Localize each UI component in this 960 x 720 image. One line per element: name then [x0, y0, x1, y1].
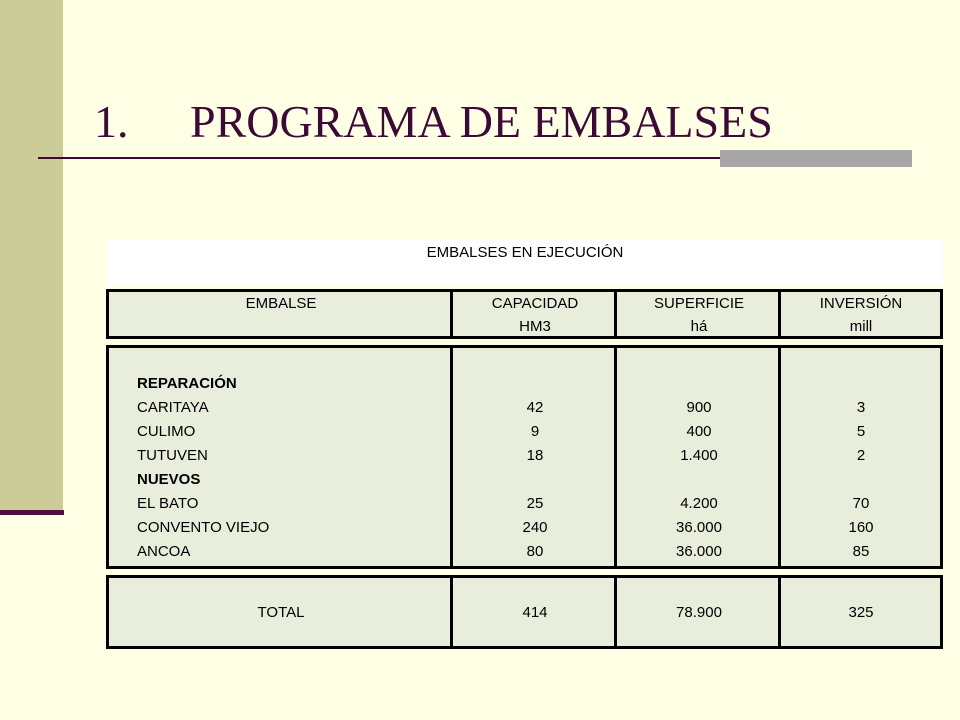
total-row [109, 601, 940, 625]
table-header [106, 289, 943, 339]
row-capacidad: 80 [526, 543, 544, 560]
row-capacidad: 240 [522, 519, 548, 536]
table-row [109, 396, 940, 420]
header-embalse [109, 292, 453, 338]
row-inversion: 160 [848, 519, 874, 536]
row-name: REPARACIÓN [137, 375, 237, 392]
total-label: TOTAL [257, 604, 305, 621]
row-capacidad: 42 [526, 399, 544, 416]
header-line: EMBALSE [245, 295, 317, 312]
total-inversion: 325 [848, 604, 874, 621]
row-inversion: 85 [852, 543, 870, 560]
row-inversion: 2 [856, 447, 866, 464]
title-text: PROGRAMA DE EMBALSES [190, 96, 773, 147]
table-row [109, 420, 940, 444]
table-rows [109, 372, 940, 564]
header-unit: HM3 [519, 318, 551, 335]
row-inversion: 5 [856, 423, 866, 440]
row-capacidad: 25 [526, 495, 544, 512]
table-total [106, 575, 943, 649]
row-superficie: 36.000 [676, 543, 722, 560]
header-unit: há [690, 318, 708, 335]
header-capacidad [453, 292, 617, 338]
table-row [109, 492, 940, 516]
row-name: NUEVOS [137, 471, 201, 488]
header-unit: mill [849, 318, 873, 335]
row-inversion: 3 [856, 399, 866, 416]
table-row [109, 540, 940, 564]
row-name: CONVENTO VIEJO [137, 519, 270, 536]
header-superficie [617, 292, 781, 338]
table-row-section [109, 372, 940, 396]
row-name: TUTUVEN [137, 447, 208, 464]
reservoir-table [106, 289, 943, 649]
header-line: CAPACIDAD [491, 295, 579, 312]
row-inversion: 70 [852, 495, 870, 512]
table-row [109, 516, 940, 540]
row-superficie: 4.200 [680, 495, 718, 512]
title-number: 1. [94, 96, 129, 147]
row-superficie: 900 [686, 399, 712, 416]
row-name: CULIMO [137, 423, 196, 440]
sidebar-decoration [0, 0, 63, 512]
row-superficie: 1.400 [680, 447, 718, 464]
row-capacidad: 18 [526, 447, 544, 464]
row-superficie: 36.000 [676, 519, 722, 536]
row-name: EL BATO [137, 495, 199, 512]
total-superficie: 78.900 [676, 604, 722, 621]
table-caption: EMBALSES EN EJECUCIÓN [107, 240, 943, 286]
table-body [106, 345, 943, 569]
table-row [109, 444, 940, 468]
row-name: CARITAYA [137, 399, 209, 416]
row-superficie: 400 [686, 423, 712, 440]
table-row-section [109, 468, 940, 492]
header-line [109, 315, 453, 338]
slide-title [94, 92, 773, 152]
header-inversion [781, 292, 941, 338]
sidebar-accent-bar [0, 510, 64, 515]
header-line: INVERSIÓN [819, 295, 903, 312]
total-capacidad: 414 [522, 604, 548, 621]
row-name: ANCOA [137, 543, 191, 560]
title-accent-bar [720, 150, 912, 167]
header-line: SUPERFICIE [653, 295, 744, 312]
row-capacidad: 9 [530, 423, 540, 440]
